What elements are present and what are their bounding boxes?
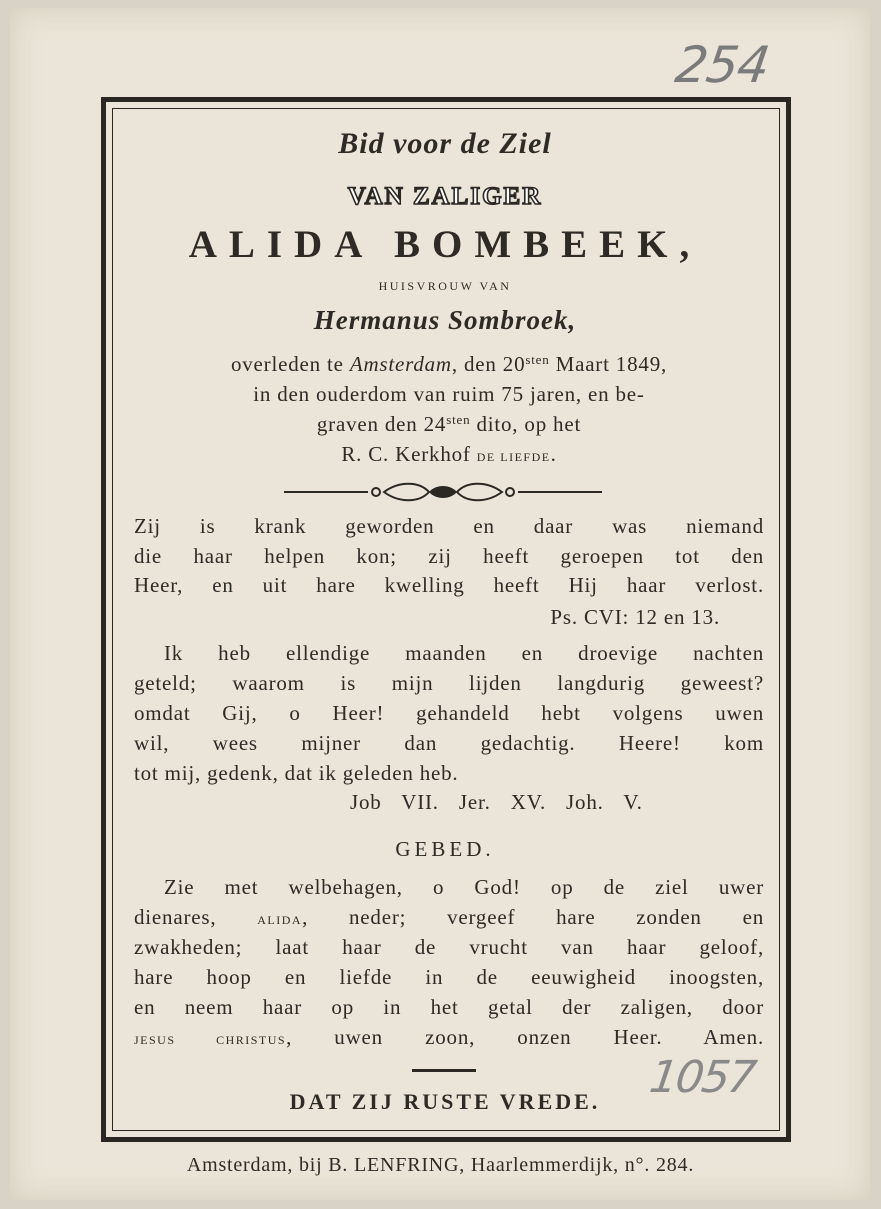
printer-imprint: Amsterdam, bij B. LENFRING, Haarlemmerdijk, n°. 284. bbox=[186, 1154, 695, 1176]
death-details-line-1: overleden te Amsterdam, den $20^{sten}$ Maart 1849, bbox=[230, 352, 668, 376]
prayer-line-5: en neem haar op in het getal der zaligen, door bbox=[134, 995, 764, 1019]
prayer-line-1: Zie met welbehagen, o God! op de ziel uwer bbox=[164, 875, 764, 899]
job-line-4: wil, wees mijner dan gedachtig. Heere! kom bbox=[134, 731, 764, 755]
heading-van-zaliger: VAN ZALIGER bbox=[347, 183, 543, 210]
death-details-line-2: in den ouderdom van ruim 75 jaren, en be- bbox=[253, 382, 645, 406]
death-details-line-4: R. C. Kerkhof DE LIEFDE. bbox=[341, 442, 557, 466]
job-line-2: geteld; waarom is mijn lijden langdurig geweest? bbox=[134, 671, 764, 695]
job-line-3: omdat Gij, o Heer! gehandeld hebt volgens uwen bbox=[134, 701, 764, 725]
handwritten-number-bottom: 1057 bbox=[646, 1052, 758, 1103]
job-line-5: tot mij, gedenk, dat ik geleden heb. bbox=[134, 761, 459, 785]
closing-divider bbox=[412, 1069, 476, 1072]
deceased-name: ALIDA BOMBEEK, bbox=[188, 223, 702, 266]
death-details-line-3: graven den $24^{sten}$ dito, op het bbox=[316, 412, 582, 436]
closing-line: DAT ZIJ RUSTE VREDE. bbox=[289, 1089, 601, 1114]
handwritten-number-top: 254 bbox=[671, 36, 773, 94]
heading-pray: Bid voor de Ziel bbox=[338, 127, 552, 160]
psalm-line-3: Heer, en uit hare kwelling heeft Hij haar verlost. bbox=[134, 573, 764, 597]
prayer-line-3: zwakheden; laat haar de vrucht van haar geloof, bbox=[134, 935, 764, 959]
husband-name: Hermanus Sombroek, bbox=[313, 305, 577, 335]
relation-label: HUISVROUW VAN bbox=[378, 279, 512, 293]
psalm-reference: Ps. CVI: 12 en 13. bbox=[550, 605, 720, 629]
job-line-1: Ik heb ellendige maanden en droevige nachten bbox=[164, 641, 764, 665]
prayer-line-6: JESUS CHRISTUS, uwen zoon, onzen Heer. Amen. bbox=[134, 1025, 764, 1049]
psalm-line-1: Zij is krank geworden en daar was niemand bbox=[134, 514, 764, 538]
psalm-line-2: die haar helpen kon; zij heeft geroepen tot den bbox=[134, 544, 764, 568]
prayer-title: GEBED. bbox=[395, 837, 495, 861]
ornament-divider bbox=[284, 481, 602, 503]
job-reference: Job VII. Jer. XV. Joh. V. bbox=[350, 790, 643, 814]
prayer-line-4: hare hoop en liefde in de eeuwigheid inoogsten, bbox=[134, 965, 764, 989]
prayer-line-2: dienares, ALIDA, neder; vergeef hare zonden en bbox=[134, 905, 765, 929]
